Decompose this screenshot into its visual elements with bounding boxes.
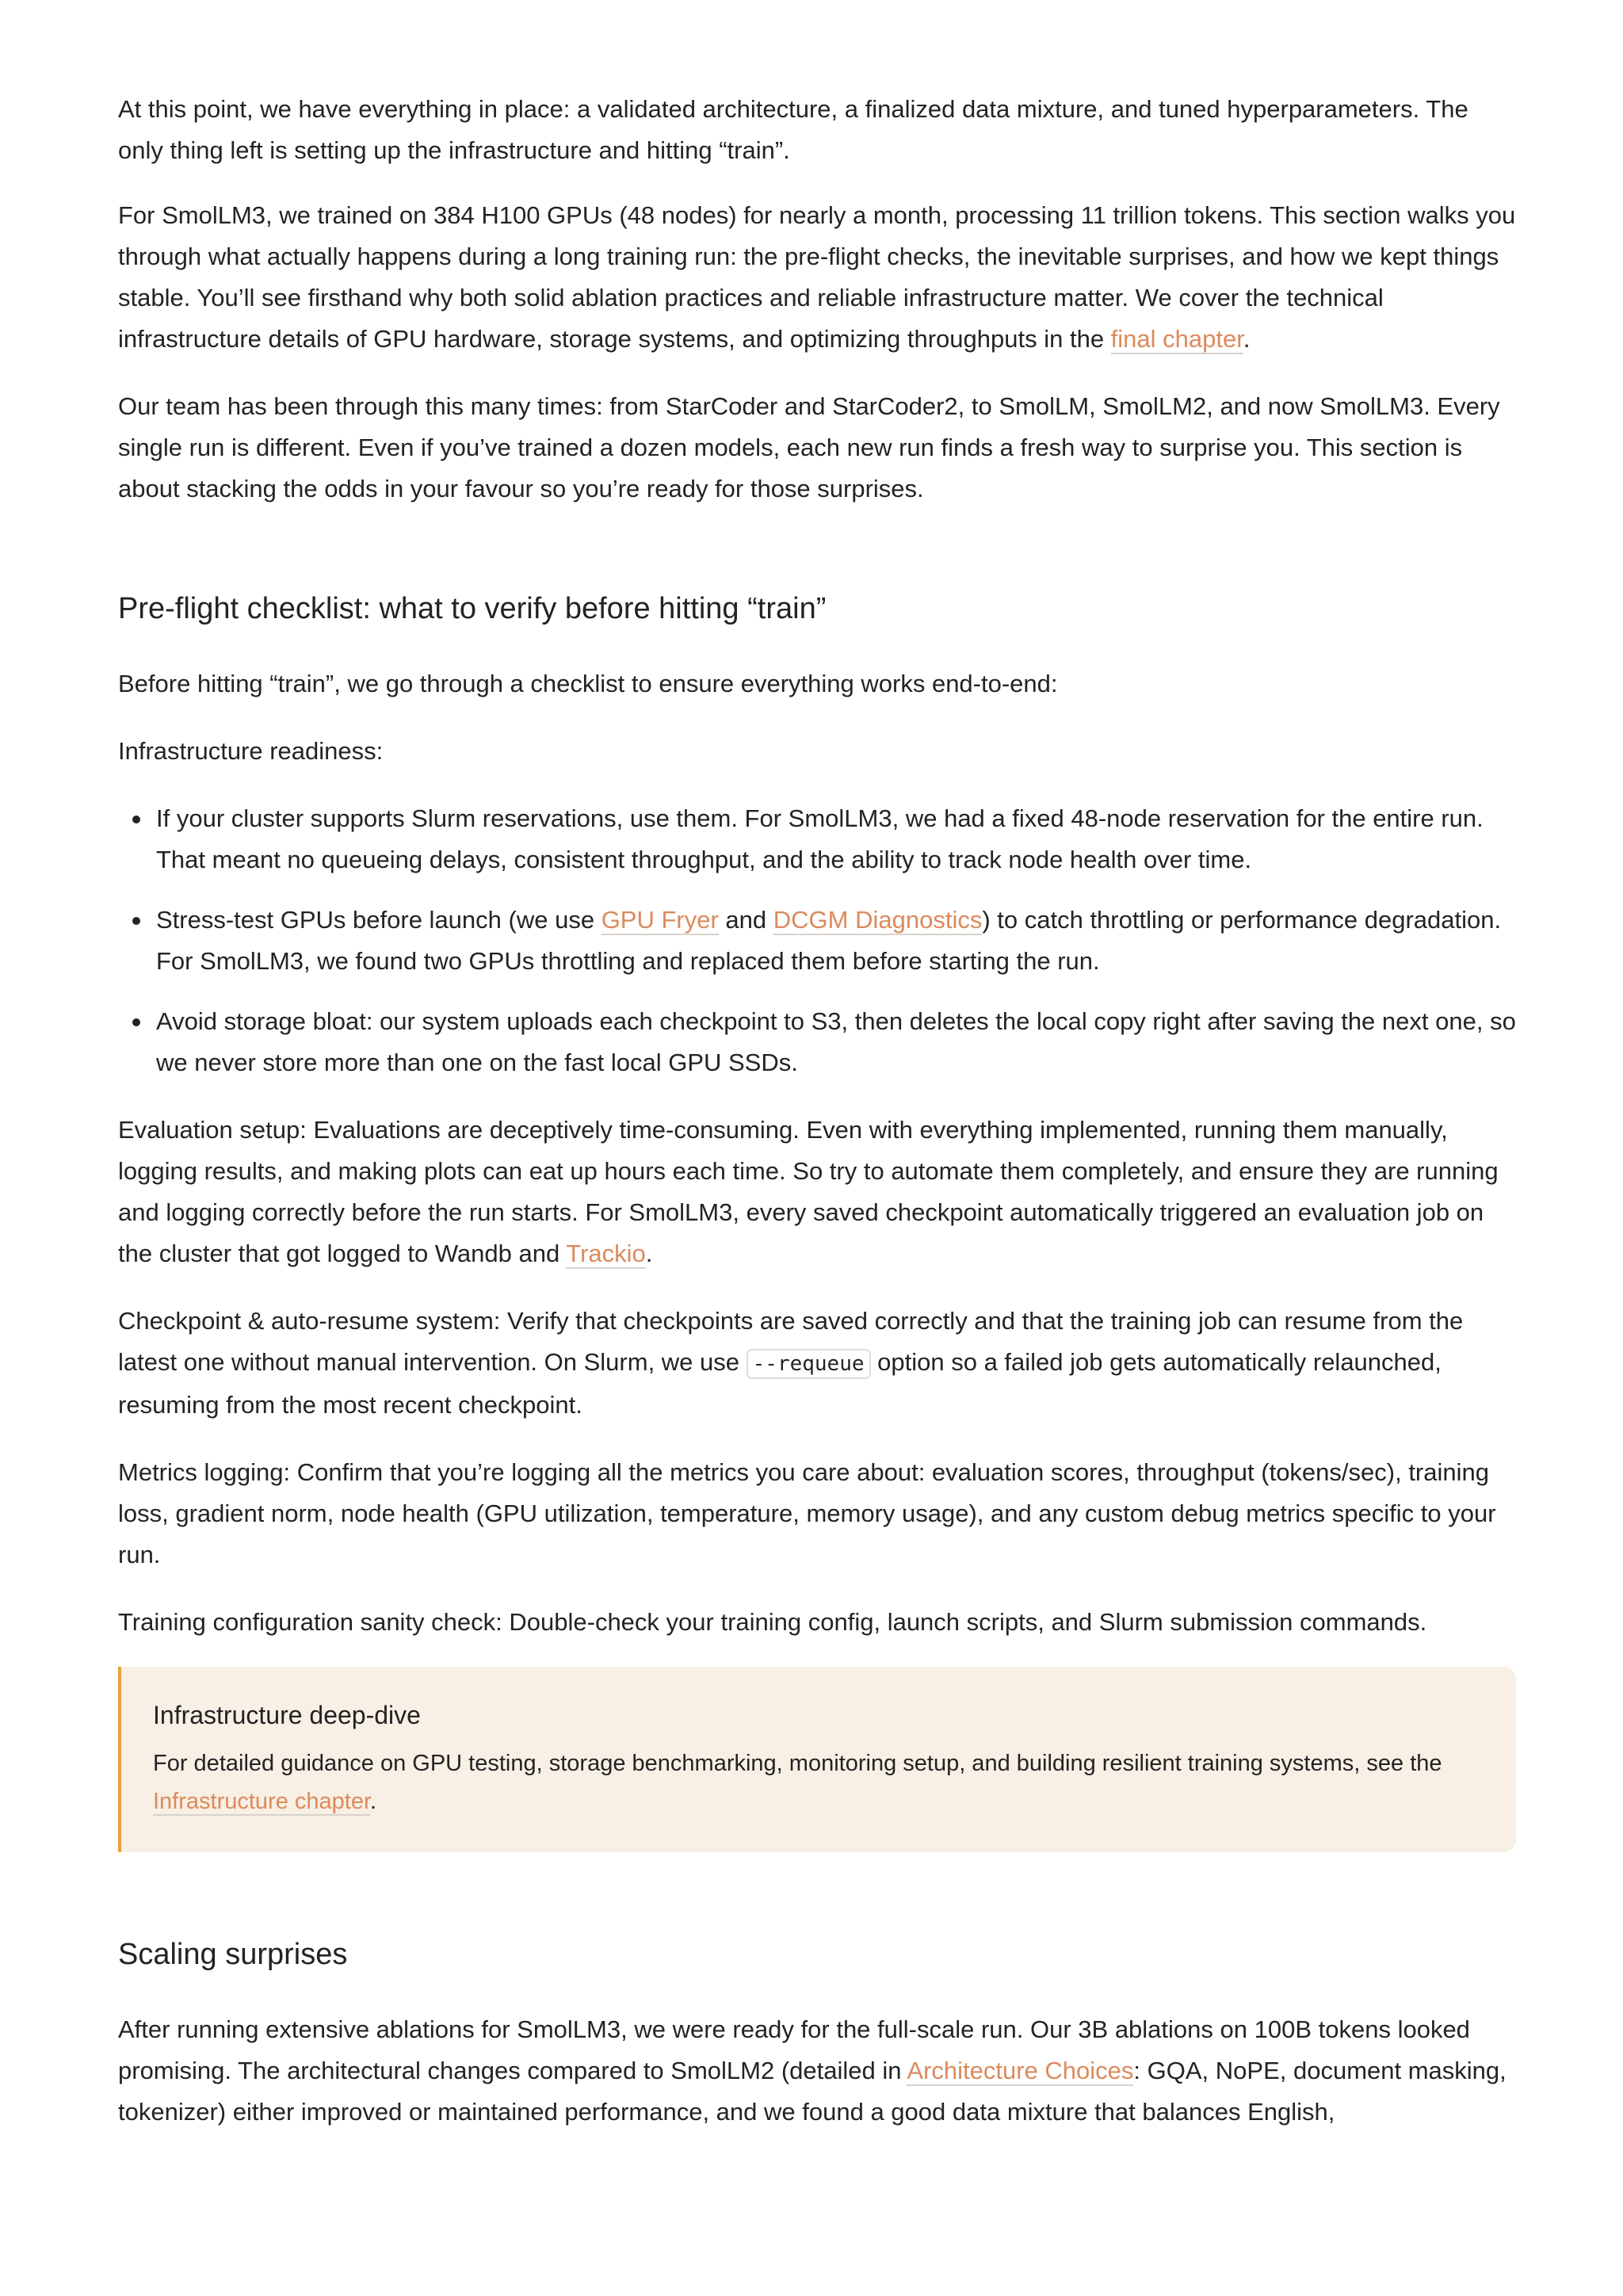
checklist-item-storage-bloat: Avoid storage bloat: our system uploads each checkpoint to S3, then deletes the local copy right after saving the next one, so we never store more than one on the fast local GPU SSDs. — [156, 1007, 1516, 1076]
scaling-text-end: : GQA, NoPE, document masking, tokenizer) either improved or maintained performance, and we found a good data mixture that balances English, — [118, 2057, 1507, 2126]
checklist-item-stress-test-end: ) to catch throttling or performance degradation. For SmolLM3, we found two GPUs throttling and replaced them before starting the run. — [156, 906, 1502, 975]
infrastructure-readiness-label: Infrastructure readiness: — [118, 737, 384, 765]
preflight-heading: Pre-flight checklist: what to verify before hitting “train” — [118, 592, 827, 625]
list-item — [118, 798, 1516, 881]
evaluation-setup-paragraph — [118, 1110, 1516, 1274]
config-sanity-paragraph: Training configuration sanity check: Double-check your training config, launch scripts, and Slurm submission commands. — [118, 1608, 1427, 1636]
bullet-dot — [132, 816, 140, 823]
checklist-item-reservations: If your cluster supports Slurm reservations, use them. For SmolLM3, we had a fixed 48-node reservation for the entire run. That meant no queueing delays, consistent throughput, and the ability to track node health over time. — [156, 804, 1484, 873]
callout-text: For detailed guidance on GPU testing, storage benchmarking, monitoring setup, and building resilient training systems, see the — [153, 1751, 1442, 1776]
preflight-lead: Before hitting “train”, we go through a checklist to ensure everything works end-to-end: — [118, 670, 1058, 697]
scaling-surprises-heading: Scaling surprises — [118, 1938, 348, 1971]
callout-body — [153, 1744, 1484, 1820]
checklist-item-stress-test: Stress-test GPUs before launch (we use — [156, 906, 601, 934]
infrastructure-checklist — [118, 798, 1516, 1083]
intro-paragraph-2-text: For SmolLM3, we trained on 384 H100 GPUs (48 nodes) for nearly a month, processing 11 trillion tokens. This section walks you through what actually happens during a long training run: the pre-flight checks, the inevitable surprises, and how we kept things stable. You’ll see firsthand why both solid ablation practices and reliable infrastructure matter. We cover the technical infrastructure details of GPU hardware, storage systems, and optimizing throughputs in the — [118, 201, 1516, 353]
metrics-logging-paragraph: Metrics logging: Confirm that you’re logging all the metrics you care about: evaluation scores, throughput (tokens/sec), training loss, gradient norm, node health (GPU utilization, temperature, memory usage), and any custom debug metrics specific to your run. — [118, 1458, 1496, 1568]
checkpoint-paragraph — [118, 1301, 1516, 1426]
infrastructure-callout — [118, 1667, 1516, 1852]
callout-title: Infrastructure deep-dive — [153, 1701, 421, 1729]
scaling-paragraph — [118, 2009, 1516, 2133]
gpu-fryer-link[interactable]: GPU Fryer — [601, 906, 719, 934]
infrastructure-chapter-link[interactable]: Infrastructure chapter — [153, 1789, 371, 1814]
evaluation-setup-text: Evaluation setup: Evaluations are deceptively time-consuming. Even with everything implemented, running them manually, logging results, and making plots can eat up hours each time. So try to automate them completely, and ensure they are running and logging correctly before the run starts. For SmolLM3, every saved checkpoint automatically triggered an evaluation job on the cluster that got logged to Wandb and — [118, 1116, 1499, 1267]
intro-paragraph-2-end: . — [1243, 325, 1251, 353]
scaling-text: After running extensive ablations for SmolLM3, we were ready for the full-scale run. Our 3B ablations on 100B tokens looked promising. The architectural changes compared to SmolLM2 (detailed in — [118, 2015, 1470, 2084]
checklist-item-stress-test-and: and — [718, 906, 773, 934]
list-item — [118, 1001, 1516, 1083]
dcgm-diagnostics-link[interactable]: DCGM Diagnostics — [773, 906, 983, 934]
intro-paragraph-3: Our team has been through this many times: from StarCoder and StarCoder2, to SmolLM, SmolLM2, and now SmolLM3. Every single run is different. Even if you’ve trained a dozen models, each new run finds a fresh way to surprise you. This section is about stacking the odds in your favour so you’re ready for those surprises. — [118, 392, 1500, 502]
bullet-dot — [132, 1018, 140, 1026]
requeue-code: --requeue — [747, 1349, 871, 1379]
checkpoint-text: Checkpoint & auto-resume system: Verify that checkpoints are saved correctly and that the training job can resume from the latest one without manual intervention. On Slurm, we use — [118, 1307, 1464, 1376]
checkpoint-text-end: option so a failed job gets automatically relaunched, resuming from the most recent checkpoint. — [118, 1348, 1442, 1419]
trackio-link[interactable]: Trackio — [566, 1240, 646, 1267]
list-item — [118, 900, 1516, 982]
intro-paragraph-1: At this point, we have everything in place: a validated architecture, a finalized data mixture, and tuned hyperparameters. The only thing left is setting up the infrastructure and hitting “train”. — [118, 95, 1468, 164]
final-chapter-link[interactable]: final chapter — [1110, 325, 1243, 353]
callout-text-end: . — [370, 1789, 377, 1814]
evaluation-setup-end: . — [645, 1240, 653, 1267]
intro-paragraph-2 — [118, 195, 1516, 360]
bullet-dot — [132, 917, 140, 925]
article-content — [118, 89, 1516, 2133]
architecture-choices-link[interactable]: Architecture Choices — [907, 2057, 1134, 2084]
